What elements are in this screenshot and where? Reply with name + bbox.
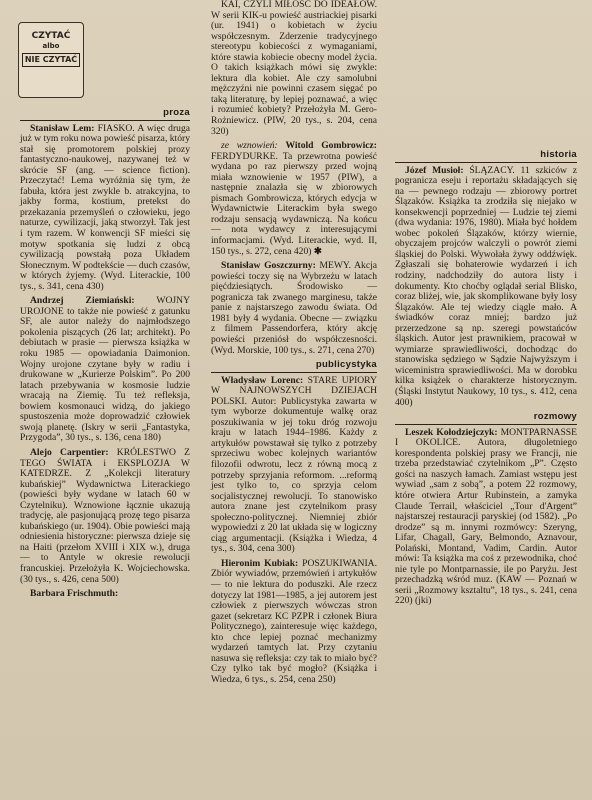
review-goszczurny: [211, 261, 377, 356]
column-1: [20, 104, 190, 604]
review-text: ŚLĄZACY. 11 szkiców z pogranicza eseju i reportażu składających się na — pewnego rodzaju — zbiorowy portret Ślązaków. Książka ta zrodziła się niejako w konsekwencji poprzedniej — Ludzie tej ziemi (dwa wydania: 1976, 1980). Miała być hołdem wobec pokoleń Ślązaków, którzy wiernie, obyczajem projców walczyli o powrót ziemi śląskiej do Polski. Wywołała żywy oddźwięk. Zgłaszali się bohaterowie wydarzeń i ich rodziny, nadchodziły do autora listy i dokumenty. Kto choćby oglądał serial Blisko, coraz bliżej, wie, jak skomplikowane były losy Ślązaków. Ale tej wiedzy ciągle mało. A świadków coraz mniej; bardzo już przerzedzone są np. szeregi powstańców śląskich. Autor jest prawnikiem, pracował w wymiarze sprawiedliwości, dochodząc do stanowiska sędziego w Sądzie Najwyższym i wiceministra sprawiedliwości. Ma w dorobku kilka książek o charakterze historycznym. (Śląski Instytut Naukowy, 10 tys., s. 412, cena 400): [395, 164, 577, 408]
review-intro: ze wznowień:: [221, 140, 278, 152]
column-3: [395, 0, 577, 611]
review-gombrowicz: [211, 141, 377, 257]
review-author: Władysław Lorenc:: [221, 374, 304, 386]
logo-line1: CZYTAĆ: [31, 31, 71, 41]
review-text: MONTPARNASSE I OKOLICE. Autora, długoletniego korespondenta polskiej prasy we Francji, nie trzeba przedstawiać czytelnikom „P”. Często gości na naszych łamach. Zamiast wstępu jest wywiad „sam z sobą”, a potem 22 rozmowy, które otwiera Artur Rubinstein, a zamyka Claude Terrail, właściciel „Tour d'Argent” najstarszej restauracji paryskiej (od 1582). „Po drodze” są m. innymi rozmówcy: Szeryng, Lifar, Chagall, Gary, Belmondo, Aznavour, Polański, Montand, Vadim, Cardin. Autor mówi: Ta książka ma coś z przewodnika, choć nie tyle po Montparnassie, ile po Paryżu. Jest przechadzką wśród muz. (KAW — Poznań w serii „Rozmowy ksztaltu”, 18 tys., s. 241, cena 220) (jki): [395, 426, 577, 607]
review-text: FIASKO. A więc druga już w tym roku nowa powieść pisarza, który stał się promotorem polskiej prozy fantastyczno-naukowej, nazywanej też w skrócie SF (ang. — science fiction). Przeczytać! Lema wyróżnia się tym, że fabuła, która jest zwykle b. atrakcyjna, to jakby forma, kostium, pretekst do przekazania przemyśleń o człowieku, jego naturze, cywilizacji, jaką stworzył. Tak jest i tym razem. W konwencji SF mieści się motyw spotkania się ludzi z obcą cywilizacją powstałą poza Układem Słonecznym. W podtekście — duch czasów, w których żyjemy. (Wyd. Literackie, 100 tys., s. 341, cena 430): [20, 122, 190, 292]
review-author: Andrzej Ziemiański:: [30, 295, 135, 307]
review-frischmuth-start: [20, 589, 190, 600]
review-text: STARE UPIORY W NAJNOWSZYCH DZIEJACH POLSKI. Autor: Publicystyka zawarta w tym wyborze dokumentuje walkę oraz poszukiwania w jej toku dróg rozwoju kraju w latach 1944–1986. Każdy z artykułów powstawał się tylko z potrzeby sprzeciwu wobec kolejnych wariantów filozofii odwrotu, lecz z równą mocą z potrzeby sprzyjania reformom. ...reformą jest tylko to, co sprzyja celom socjalistycznej rewolucji. To stanowisko autora znane jest czytelnikom prasy społeczno-politycznej. Niemniej zbiór wypowiedzi z 20 lat układa się w logiczny ciąg argumentacji. (Książka i Wiedza, 4 tys., s. 304, cena 300): [211, 374, 377, 555]
review-ziemianski: [20, 296, 190, 444]
review-lorenc: [211, 376, 377, 555]
review-text: WOJNY UROJONE to także nie powieść z gatunku SF, ale autor należy do najmłodszego pokolenia piszących (26 lat; architekt). Po debiutach w prasie — pierwsza książka w roku 1985 — opowiadania Daimonion. Wojny urojone czytane były w radiu i drukowane w „Kurierze Polskim”. Po 200 latach przebywania w kosmosie ludzie wracają na Ziemię. Tu też refleksja, bowiem kosmonauci widzą, do jakiego spustoszenia może doprowadzić człowiek swoją planetę. (Iskry w serii „Fantastyka, Przygoda”, 30 tys., s. 136, cena 180): [20, 295, 190, 444]
review-author: Alejo Carpentier:: [30, 446, 109, 458]
review-author: Witold Gombrowicz:: [285, 140, 377, 152]
section-publicystyka: publicystyka: [211, 360, 377, 373]
section-historia: historia: [395, 150, 577, 163]
review-text: KAI, CZYLI MIŁOŚĆ DO IDEAŁÓW. W serii KIK-u powieść austriackiej pisarki (ur. 1941) o kobietach w życiu współczesnym. Zderzenie tradycyjnego stereotypu kobiecości z wymaganiami, które stawia kobiecie obecny model życia. O takich książkach mówi się zwykle: lektura dla kobiet. Ale czy samolubni mężczyźni nie powinni czasem sięgać po taką literaturę, by lepiej poznawać, a więc i rozumieć kobiety? Przełożyła M. Gero-Rożniewicz. (PIW, 20 tys., s. 204, cena 320): [211, 0, 377, 137]
review-author: Stanisław Goszczurny:: [221, 260, 316, 272]
review-author: Stanisław Lem:: [30, 122, 95, 134]
review-author: Hieronim Kubiak:: [221, 557, 299, 569]
column-2: [211, 0, 377, 689]
logo-line2: albo: [42, 42, 60, 50]
review-text: FERDYDURKE. Ta przewrotna powieść wydana po raz pierwszy przed wojną miała wznowienie w 1957 (PIW), a następnie znalazła się w zbiorowych pismach Gombrowicza, których edycja w Wydawnictwie Literackim była swego rodzaju sensacją wydawniczą. Na końcu — nota wydawcy z interesującymi informacjami. (Wyd. Literackie, wyd. II, 150 tys., s. 272, cena 420): [211, 150, 377, 257]
column-logo: [18, 22, 84, 98]
section-proza: proza: [20, 108, 190, 121]
review-carpentier: [20, 448, 190, 585]
review-kubiak: [211, 559, 377, 686]
review-frischmuth: [211, 0, 377, 137]
review-text: MEWY. Akcja powieści toczy się na Wybrzeżu w latach pięćdziesiątych. Środowisko — pogranicza tak zwanego marginesu, także panie z najstarszego zawodu świata. Od 1981 były 4 wydania. Obecne — związku z filmem Passendorfera, który akcję powieści przeniósł do współczesności. (Wyd. Morskie, 100 tys., s. 271, cena 270): [211, 260, 378, 356]
section-rozmowy: rozmowy: [395, 412, 577, 425]
review-musiol: [395, 166, 577, 409]
review-text: POSZUKIWANIA. Zbiór wywiadów, przemówień i artykułów — to nie lektura do poduszki. Ale rzecz dotyczy lat 1981—1985, a jej autorem jest człowiek z pierwszych wówczas stron gazet (sekretarz KC PZPR i członek Biura Politycznego), zainteresuje więc każdego, kto chce lepiej poznać mechanizmy wydarzeń tamtych lat. Przy czytaniu nasuwa się refleksja: czy tak to miało być? Czy tylko tak być mogło? (Książka i Wiedza, 6 tys., s. 254, cena 250): [211, 557, 377, 685]
logo-line3: NIE CZYTAĆ: [22, 53, 80, 67]
review-author: Leszek Kołodziejczyk:: [405, 426, 498, 438]
review-author: Barbara Frischmuth:: [30, 588, 119, 600]
review-lem: [20, 124, 190, 293]
asterisk-icon: ✱: [313, 245, 322, 257]
review-text: KRÓLESTWO Z TEGO ŚWIATA i EKSPLOZJA W KATEDRZE. Z „Kolekcji literatury kubańskiej” Wydawnictwa Literackiego (powieści były wydane w latach 60 w Czytelniku). Wznowione łącznie ukazują tradycję, ale pasjonującą prozę tego pisarza kubańskiego (ur. 1904). Obie powieści mają odniesienia historyczne: pierwsza dzieje się na Haiti (przełom XVIII i XIX w.), druga — to Antyle w okresie rewolucji francuskiej. Przełożyła K. Wojciechowska. (30 tys., s. 426, cena 500): [20, 446, 190, 585]
review-kolodziejczyk: [395, 428, 577, 607]
review-author: Józef Musioł:: [405, 164, 464, 176]
